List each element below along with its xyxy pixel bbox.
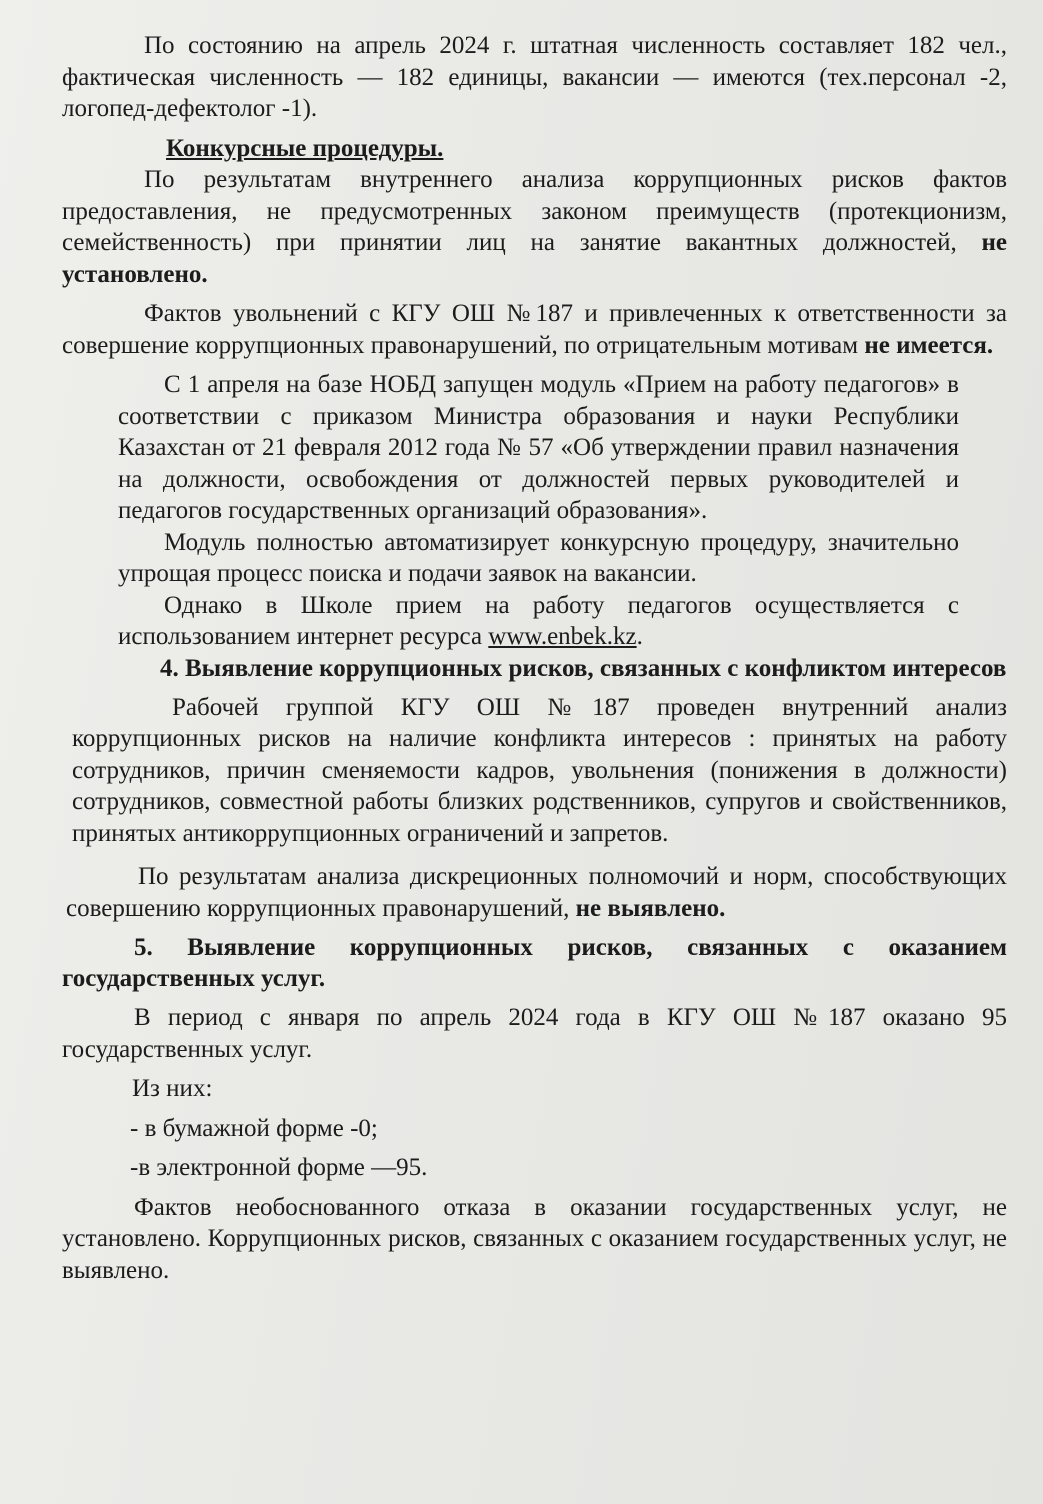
enbek-link[interactable]: www.enbek.kz [488, 623, 637, 650]
paragraph-text: По состоянию на апрель 2024 г. штатная численность составляет 182 чел., фактическая численность — 182 единицы, вакансии — имеются (тех.персонал -2, логопед-дефектолог -1). [62, 32, 1007, 122]
paragraph-discretionary-powers [62, 861, 1007, 924]
paragraph-electronic-form [62, 1152, 1007, 1184]
heading-text: 4. Выявление коррупционных рисков, связанных с конфликтом интересов [160, 654, 1007, 682]
paragraph-no-refusals [62, 1192, 1007, 1287]
heading-competitive-procedures [62, 133, 1007, 165]
paragraph-public-services [62, 1002, 1007, 1065]
paragraph-school-hiring [62, 590, 1007, 653]
list-item-text: - в бумажной форме -0; [130, 1114, 378, 1142]
paragraph-paper-form [62, 1113, 1007, 1145]
paragraph-of-them [62, 1073, 1007, 1105]
paragraph-text: С 1 апреля на базе НОБД запущен модуль «Прием на работу педагогов» в соответствии с приказом Министра образования и науки Республики Казахстан от 21 февраля 2012 года № 57 «Об утверждении правил назначения на должности, освобождения от должностей первых руководителей и педагогов государственных организаций образования». [118, 371, 959, 524]
paragraph-text: В период с января по апрель 2024 года в КГУ ОШ №187 оказано 95 государственных услуг. [62, 1004, 1007, 1063]
heading-section-5 [62, 932, 1007, 994]
paragraph-internal-analysis [62, 164, 1007, 290]
heading-text: 5. Выявление коррупционных рисков, связанных с оказанием государственных услуг. [62, 934, 1007, 992]
paragraph-text: Однако в Школе прием на работу педагогов осуществляется с использованием интернет ресурса [118, 591, 959, 650]
bold-conclusion: не выявлено. [575, 894, 726, 922]
paragraph-text: Рабочей группой КГУ ОШ №187 проведен внутренний анализ коррупционных рисков на наличие конфликта интересов : принятых на работу сотрудников, причин сменяемости кадров, увольнения (понижения в должности) сотрудников, совместной работы близких родственников, супругов и свойственников, принятых антикоррупционных ограничений и запретов. [72, 693, 1007, 847]
paragraph-conflict-analysis [62, 692, 1007, 850]
bold-conclusion: не установлено. [62, 229, 1007, 288]
paragraph-text: Из них: [132, 1075, 213, 1102]
paragraph-text: По результатам анализа дискреционных полномочий и норм, способствующих совершению коррупционных правонарушений, [66, 863, 1007, 922]
period: . [636, 623, 643, 650]
paragraph-text: Модуль полностью автоматизирует конкурсную процедуру, значительно упрощая процесс поиска и подачи заявок на вакансии. [118, 528, 959, 587]
paragraph-text: Фактов увольнений с КГУ ОШ №187 и привлеченных к ответственности за совершение коррупционных правонарушений, по отрицательным мотивам [62, 300, 1007, 359]
heading-section-4 [62, 653, 1007, 684]
list-item-text: -в электронной форме —95. [130, 1154, 428, 1181]
bold-conclusion: не имеется. [864, 331, 994, 359]
paragraph-staffing [62, 30, 1007, 125]
paragraph-text: По результатам внутреннего анализа коррупционных рисков фактов предоставления, не предусмотренных законом преимуществ (протекционизм, семейственность) при принятии лиц на занятие вакантных должностей, [62, 166, 1007, 256]
heading-text: Конкурсные процедуры. [166, 134, 444, 162]
paragraph-dismissals [62, 298, 1007, 361]
paragraph-nobd-module [62, 369, 1007, 527]
paragraph-module-automation [62, 527, 1007, 590]
paragraph-text: Фактов необоснованного отказа в оказании государственных услуг, не установлено. Коррупционных рисков, связанных с оказанием государственных услуг, не выявлено. [62, 1193, 1007, 1284]
